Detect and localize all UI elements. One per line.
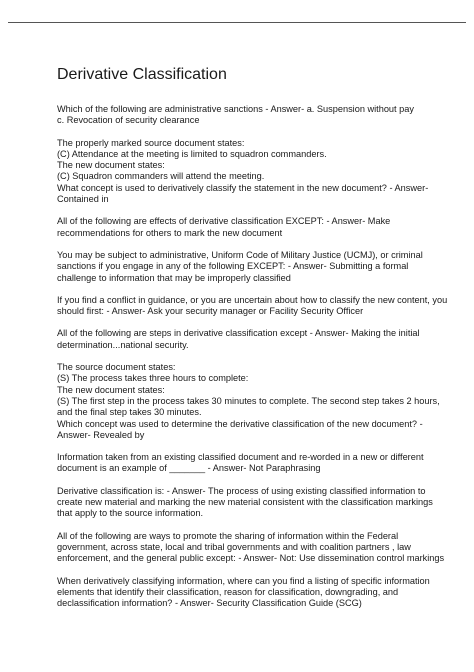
text-line: You may be subject to administrative, Uniform Code of Military Justice (UCMJ), or criminal (57, 249, 423, 260)
text-line: If you find a conflict in guidance, or you are uncertain about how to classify the new content, you (57, 294, 448, 305)
text-line: should first: - Answer- Ask your security manager or Facility Security Officer (57, 306, 364, 317)
text-line: The new document states: (57, 160, 165, 171)
qa-paragraph (57, 294, 448, 318)
document-body (57, 104, 448, 620)
header-rule (8, 22, 466, 23)
text-line: What concept is used to derivatively classify the statement in the new document? - Answer- (57, 182, 429, 193)
text-line: and the final step takes 30 minutes. (57, 407, 202, 418)
text-line: government, across state, local and tribal governments and with coalition partners , law (57, 541, 411, 552)
qa-paragraph (57, 530, 445, 565)
qa-paragraph (57, 138, 437, 206)
text-line: (S) The process takes three hours to complete: (57, 373, 249, 384)
text-line: Derivative classification is: - Answer- The process of using existing classified information to (57, 485, 426, 496)
text-line: Which concept was used to determine the derivative classification of the new document? - (57, 418, 423, 429)
text-line: All of the following are effects of derivative classification EXCEPT: - Answer- Make (57, 216, 391, 227)
qa-paragraph (57, 362, 440, 441)
text-line: Which of the following are administrative sanctions - Answer- a. Suspension without pay (57, 104, 414, 114)
text-line: elements that identify their classification, reason for classification, downgrading, and (57, 586, 399, 597)
text-line: declassification information? - Answer- Security Classification Guide (SCG) (57, 598, 362, 609)
text-line: All of the following are steps in derivative classification except - Answer- Making the initial (57, 328, 420, 339)
text-line: enforcement, and the general public except: - Answer- Not: Use dissemination control markings (57, 553, 445, 564)
text-line: Answer- Revealed by (57, 429, 145, 440)
text-line: Information taken from an existing classified document and re-worded in a new or different (57, 452, 424, 463)
text-line: (C) Squadron commanders will attend the meeting. (57, 171, 265, 182)
text-line: challenge to information that may be improperly classified (57, 272, 291, 283)
text-line: determination...national security. (57, 339, 189, 350)
qa-paragraph (57, 328, 437, 351)
text-line: recommendations for others to mark the new document (57, 227, 283, 238)
qa-paragraph (57, 576, 437, 610)
text-line: When derivatively classifying information, where can you find a listing of specific information (57, 575, 430, 586)
qa-paragraph (57, 216, 437, 239)
text-line: The new document states: (57, 384, 165, 395)
text-line: create new material and marking the new material consistent with the classification markings (57, 497, 433, 508)
text-line: Contained in (57, 194, 109, 205)
qa-paragraph (57, 104, 437, 127)
text-line: The source document states: (57, 362, 176, 373)
document-title: Derivative Classification (57, 66, 227, 83)
text-line: (C) Attendance at the meeting is limited to squadron commanders. (57, 148, 327, 159)
text-line: that apply to the source information. (57, 508, 204, 519)
text-line: c. Revocation of security clearance (57, 115, 200, 126)
text-line: The properly marked source document states: (57, 137, 245, 148)
qa-paragraph (57, 452, 437, 475)
text-line: sanctions if you engage in any of the following EXCEPT: - Answer- Submitting a formal (57, 261, 409, 272)
text-line: All of the following are ways to promote the sharing of information within the Federal (57, 530, 399, 541)
qa-paragraph (57, 250, 437, 284)
text-line: document is an example of _______ - Answer- Not Paraphrasing (57, 463, 321, 474)
qa-paragraph (57, 486, 437, 520)
text-line: (S) The first step in the process takes 30 minutes to complete. The second step takes 2 hours, (57, 395, 440, 406)
